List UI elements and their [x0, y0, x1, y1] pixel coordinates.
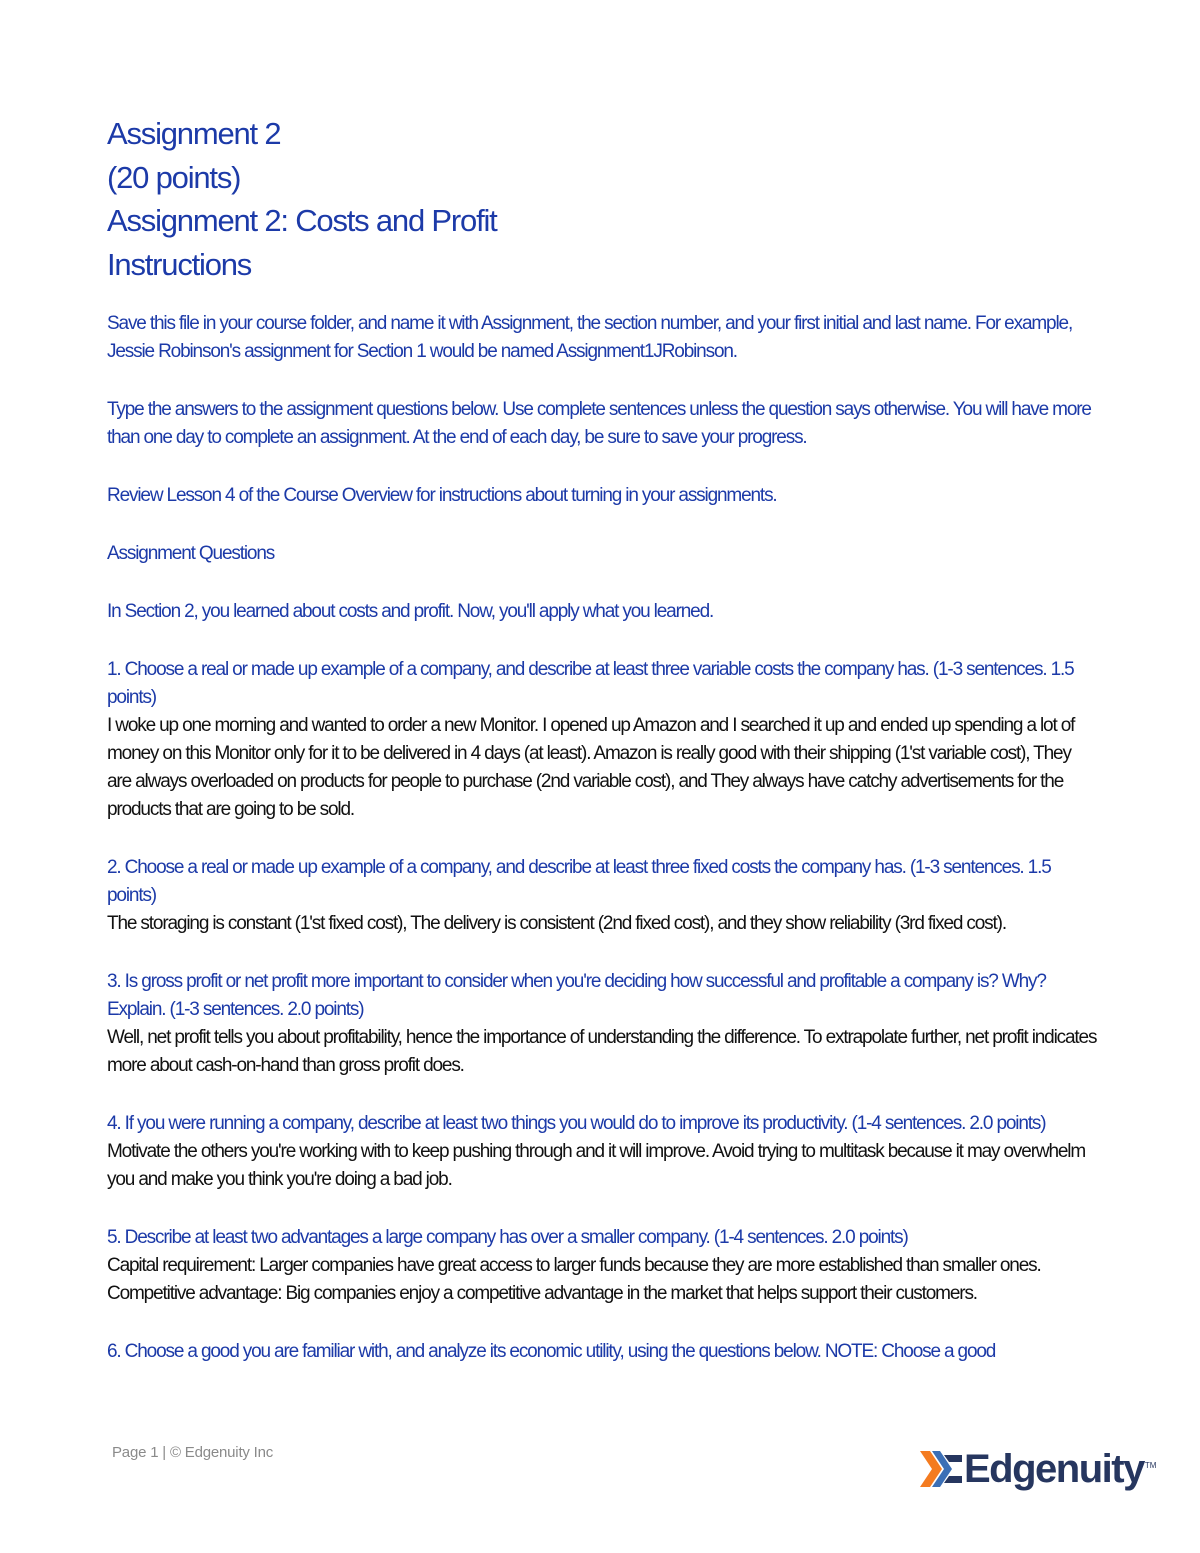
question-block-5 [107, 1224, 1097, 1308]
save-instructions: Save this file in your course folder, and name it with Assignment, the section number, and your first initial and last name. For example, Jessie Robinson's assignment for Section 1 would be named Assignment1JRobinson. [107, 313, 1073, 362]
answer-text: I woke up one morning and wanted to order a new Monitor. I opened up Amazon and I searched it up and ended up spending a lot of money on this Monitor only for it to be delivered in 4 days (at least). Amazon is really good with their shipping (1'st variable cost), They are always overloaded on products for people to purchase (2nd variable cost), and They always have catchy advertisements for the products that are going to be sold. [107, 715, 1075, 820]
answer-text: Motivate the others you're working with to keep pushing through and it will improve. Avoid trying to multitask because it may overwhelm you and make you think you're doing a bad job. [107, 1141, 1086, 1190]
question-text: 2. Choose a real or made up example of a company, and describe at least three fixed costs the company has. (1-3 sentences. 1.5 points) [107, 857, 1051, 906]
type-instructions: Type the answers to the assignment questions below. Use complete sentences unless the question says otherwise. You will have more than one day to complete an assignment. At the end of each day, be sure to save your progress. [107, 399, 1091, 448]
edgenuity-logo [918, 1447, 1156, 1491]
trademark-symbol: TM [1144, 1461, 1157, 1470]
answer-text: Capital requirement: Larger companies have great access to larger funds because they are more established than smaller ones. Competitive advantage: Big companies enjoy a competitive advantage in the market that helps support their customers. [107, 1255, 1041, 1304]
answer-text: Well, net profit tells you about profitability, hence the importance of understanding the difference. To extrapolate further, net profit indicates more about cash-on-hand than gross profit does. [107, 1027, 1097, 1076]
instructions-heading: Instructions [107, 246, 252, 282]
answer-text: The storaging is constant (1'st fixed cost), The delivery is consistent (2nd fixed cost), and they show reliability (3rd fixed cost). [107, 913, 1006, 934]
question-block-2 [107, 854, 1097, 938]
assignment-title: Assignment 2: Costs and Profit [107, 203, 497, 238]
edgenuity-x-icon [918, 1449, 962, 1489]
question-block-4 [107, 1110, 1097, 1194]
section-intro: In Section 2, you learned about costs and profit. Now, you'll apply what you learned. [107, 601, 714, 622]
title-block [107, 112, 497, 286]
question-text: 4. If you were running a company, describe at least two things you would do to improve its productivity. (1-4 sentences. 2.0 points) [107, 1113, 1046, 1134]
question-text: 1. Choose a real or made up example of a company, and describe at least three variable costs the company has. (1-3 sentences. 1.5 points) [107, 659, 1074, 708]
question-text: 3. Is gross profit or net profit more important to consider when you're deciding how successful and profitable a company is? Why? Explain. (1-3 sentences. 2.0 points) [107, 971, 1046, 1020]
question-6-partial: 6. Choose a good you are familiar with, and analyze its economic utility, using the questions below. NOTE: Choose a good [107, 1341, 996, 1362]
questions-heading: Assignment Questions [107, 543, 275, 564]
question-block-1 [107, 656, 1097, 824]
page-title: Assignment 2 [107, 116, 281, 151]
document-body [107, 310, 1097, 1366]
question-block-3 [107, 968, 1097, 1080]
page-footer: Page 1 | © Edgenuity Inc [112, 1444, 274, 1461]
review-instructions: Review Lesson 4 of the Course Overview for instructions about turning in your assignments. [107, 485, 777, 506]
logo-wordmark: Edgenuity [964, 1447, 1144, 1491]
points-subtitle: (20 points) [107, 159, 241, 195]
question-text: 5. Describe at least two advantages a large company has over a smaller company. (1-4 sentences. 2.0 points) [107, 1227, 908, 1248]
